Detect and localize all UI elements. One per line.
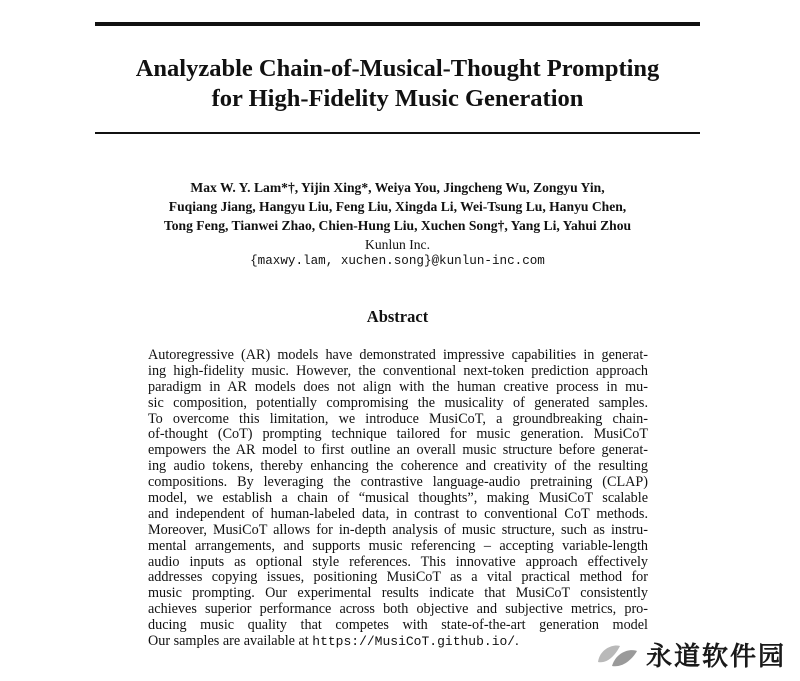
abstract-heading: Abstract bbox=[366, 307, 429, 326]
abstract-line: addresses copying issues, positioning MusiCoT as a vital practical method for bbox=[148, 569, 648, 586]
author-line-2: Fuqiang Jiang, Hangyu Liu, Feng Liu, Xingda Li, Wei-Tsung Lu, Hanyu Chen, bbox=[168, 199, 627, 214]
abstract-line: and independent of human-labeled data, in contrast to conventional CoT methods. bbox=[148, 505, 648, 522]
abstract-line: of-thought (CoT) prompting technique tailored for music generation. MusiCoT bbox=[148, 426, 648, 443]
author-email: {maxwy.lam, xuchen.song}@kunlun-inc.com bbox=[250, 254, 545, 268]
abstract-line: music prompting. Our experimental results indicate that MusiCoT consistently bbox=[148, 585, 648, 602]
title-line-2: for High-Fidelity Music Generation bbox=[211, 85, 584, 112]
paper-title bbox=[95, 54, 700, 114]
abstract-line: Autoregressive (AR) models have demonstrated impressive capabilities in generat- bbox=[148, 347, 648, 363]
leaf-logo-icon bbox=[594, 640, 640, 670]
abstract-line: empowers the AR model to first outline an overall music structure before generat- bbox=[148, 442, 648, 459]
abstract-line: sic composition, potentially compromising the musicality of generated samples. bbox=[148, 394, 648, 411]
title-top-rule bbox=[95, 22, 700, 26]
author-line-1: Max W. Y. Lam*†, Yijin Xing*, Weiya You, Jingcheng Wu, Zongyu Yin, bbox=[190, 180, 605, 195]
samples-url-link[interactable]: https://MusiCoT.github.io/ bbox=[312, 634, 516, 650]
affiliation: Kunlun Inc. bbox=[365, 237, 430, 252]
abstract-line: compositions. By leveraging the contrastive language-audio pretraining (CLAP) bbox=[148, 474, 648, 491]
title-line-1: Analyzable Chain-of-Musical-Thought Prompting bbox=[135, 55, 660, 82]
abstract-line: ducing music quality that competes with state-of-the-art generation model bbox=[148, 617, 648, 634]
author-list bbox=[95, 178, 700, 235]
abstract-line: To overcome this limitation, we introduce MusiCoT, a groundbreaking chain- bbox=[148, 410, 648, 427]
abstract-line: achieves superior performance across both objective and subjective metrics, pro- bbox=[148, 601, 648, 618]
abstract-line: audio inputs as optional style references. This innovative approach effectively bbox=[148, 553, 648, 570]
abstract-last-line bbox=[148, 634, 648, 650]
abstract-line: ing high-fidelity music. However, the conventional next-token prediction approach bbox=[148, 362, 648, 379]
abstract-line: Moreover, MusiCoT allows for in-depth analysis of music structure, such as instru- bbox=[148, 521, 648, 538]
abstract-line: model, we establish a chain of “musical thoughts”, making MusiCoT scalable bbox=[148, 490, 648, 507]
abstract-line: ing audio tokens, thereby enhancing the coherence and creativity of the resulting bbox=[148, 458, 648, 475]
author-line-3: Tong Feng, Tianwei Zhao, Chien-Hung Liu, Xuchen Song†, Yang Li, Yahui Zhou bbox=[163, 218, 632, 233]
abstract-line: mental arrangements, and supports music referencing – accepting variable-length bbox=[148, 537, 648, 554]
samples-text: Our samples are available at bbox=[148, 633, 313, 650]
watermark bbox=[594, 636, 786, 673]
title-bottom-rule bbox=[95, 132, 700, 134]
abstract-line: paradigm in AR models does not align with the human creative process in mu- bbox=[148, 378, 648, 395]
watermark-text: 永道软件园 bbox=[645, 642, 786, 672]
samples-period: . bbox=[515, 633, 519, 650]
abstract-body bbox=[148, 348, 648, 650]
